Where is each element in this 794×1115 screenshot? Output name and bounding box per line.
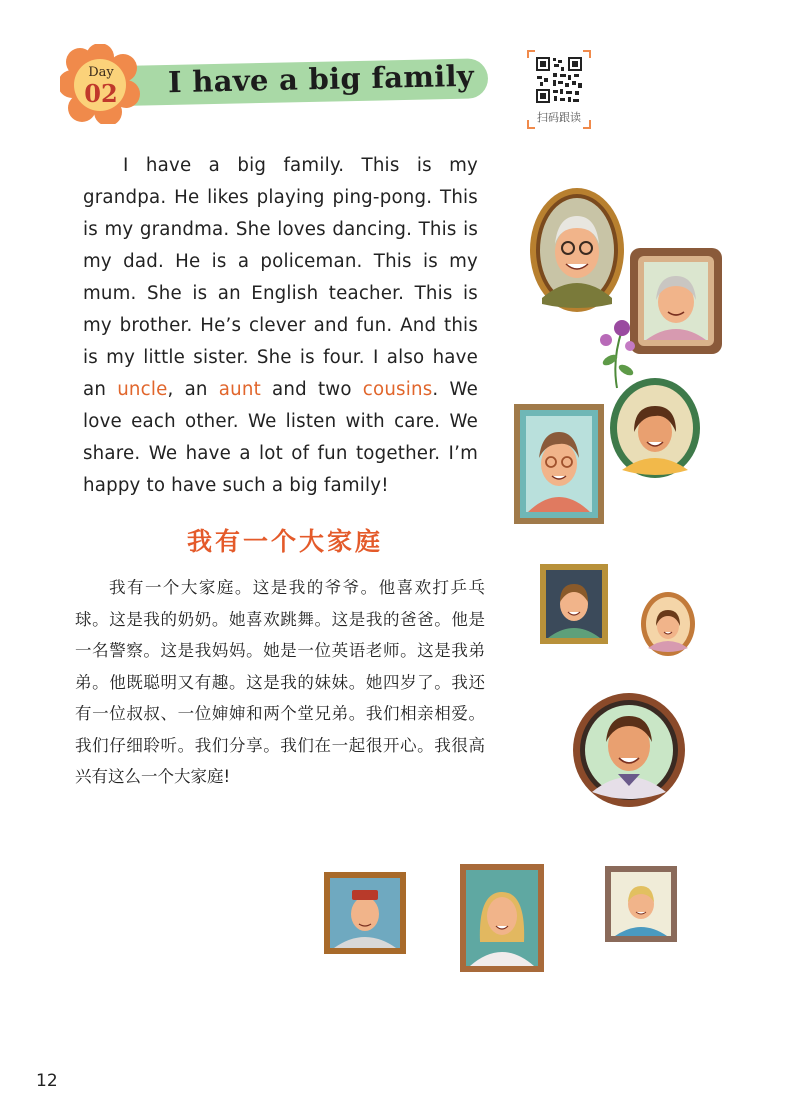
grandpa-portrait bbox=[528, 186, 626, 314]
highlight-word-aunt: aunt bbox=[218, 379, 261, 400]
day-number: 02 bbox=[84, 79, 118, 108]
text-segment: , an bbox=[167, 379, 219, 400]
highlight-word-uncle: uncle bbox=[117, 379, 168, 400]
text-segment: I have a big family. This is my grandpa. He likes playing ping-pong. This is my grandma. She loves dancing. This is my dad. He is a policeman. This is my mum. She is an English teacher. This is my brother. He’s clever and fun. And this is my little sister. She is four. I also have an bbox=[83, 155, 478, 400]
cousin-portrait bbox=[603, 864, 679, 944]
page-number: 12 bbox=[36, 1071, 58, 1091]
aunt-portrait bbox=[458, 862, 546, 974]
day-label: Day bbox=[88, 65, 114, 80]
brother-portrait bbox=[538, 562, 610, 646]
text-segment: and two bbox=[260, 379, 363, 400]
chinese-passage bbox=[75, 572, 485, 793]
dad-portrait bbox=[570, 690, 688, 810]
chinese-paragraph: 我有一个大家庭。这是我的爷爷。他喜欢打乒乓球。这是我的奶奶。她喜欢跳舞。这是我的爸爸。他是一名警察。这是我妈妈。她是一位英语老师。这是我弟弟。他既聪明又有趣。这是我的妹妹。她四岁了。我还有一位叔叔、一位婶婶和两个堂兄弟。我们相亲相爱。我们仔细聆听。我们分享。我们在一起很开心。我很高兴有这么一个大家庭! bbox=[75, 578, 485, 786]
teacher-portrait bbox=[512, 402, 606, 526]
page-title: I have a big family bbox=[167, 58, 475, 100]
highlight-word-cousins: cousins bbox=[362, 379, 433, 400]
uncle-portrait bbox=[322, 870, 408, 956]
english-passage bbox=[83, 150, 478, 502]
mum-portrait bbox=[608, 376, 702, 480]
english-paragraph bbox=[83, 150, 478, 502]
sister-portrait bbox=[640, 590, 696, 658]
text-segment: . We love each other. We listen with care. We share. We have a lot of fun together. I’m happy to have such a big family! bbox=[83, 379, 478, 496]
qr-caption: 扫码跟读 bbox=[537, 111, 581, 124]
grandma-portrait bbox=[628, 246, 724, 356]
chinese-title: 我有一个大家庭 bbox=[186, 527, 383, 556]
